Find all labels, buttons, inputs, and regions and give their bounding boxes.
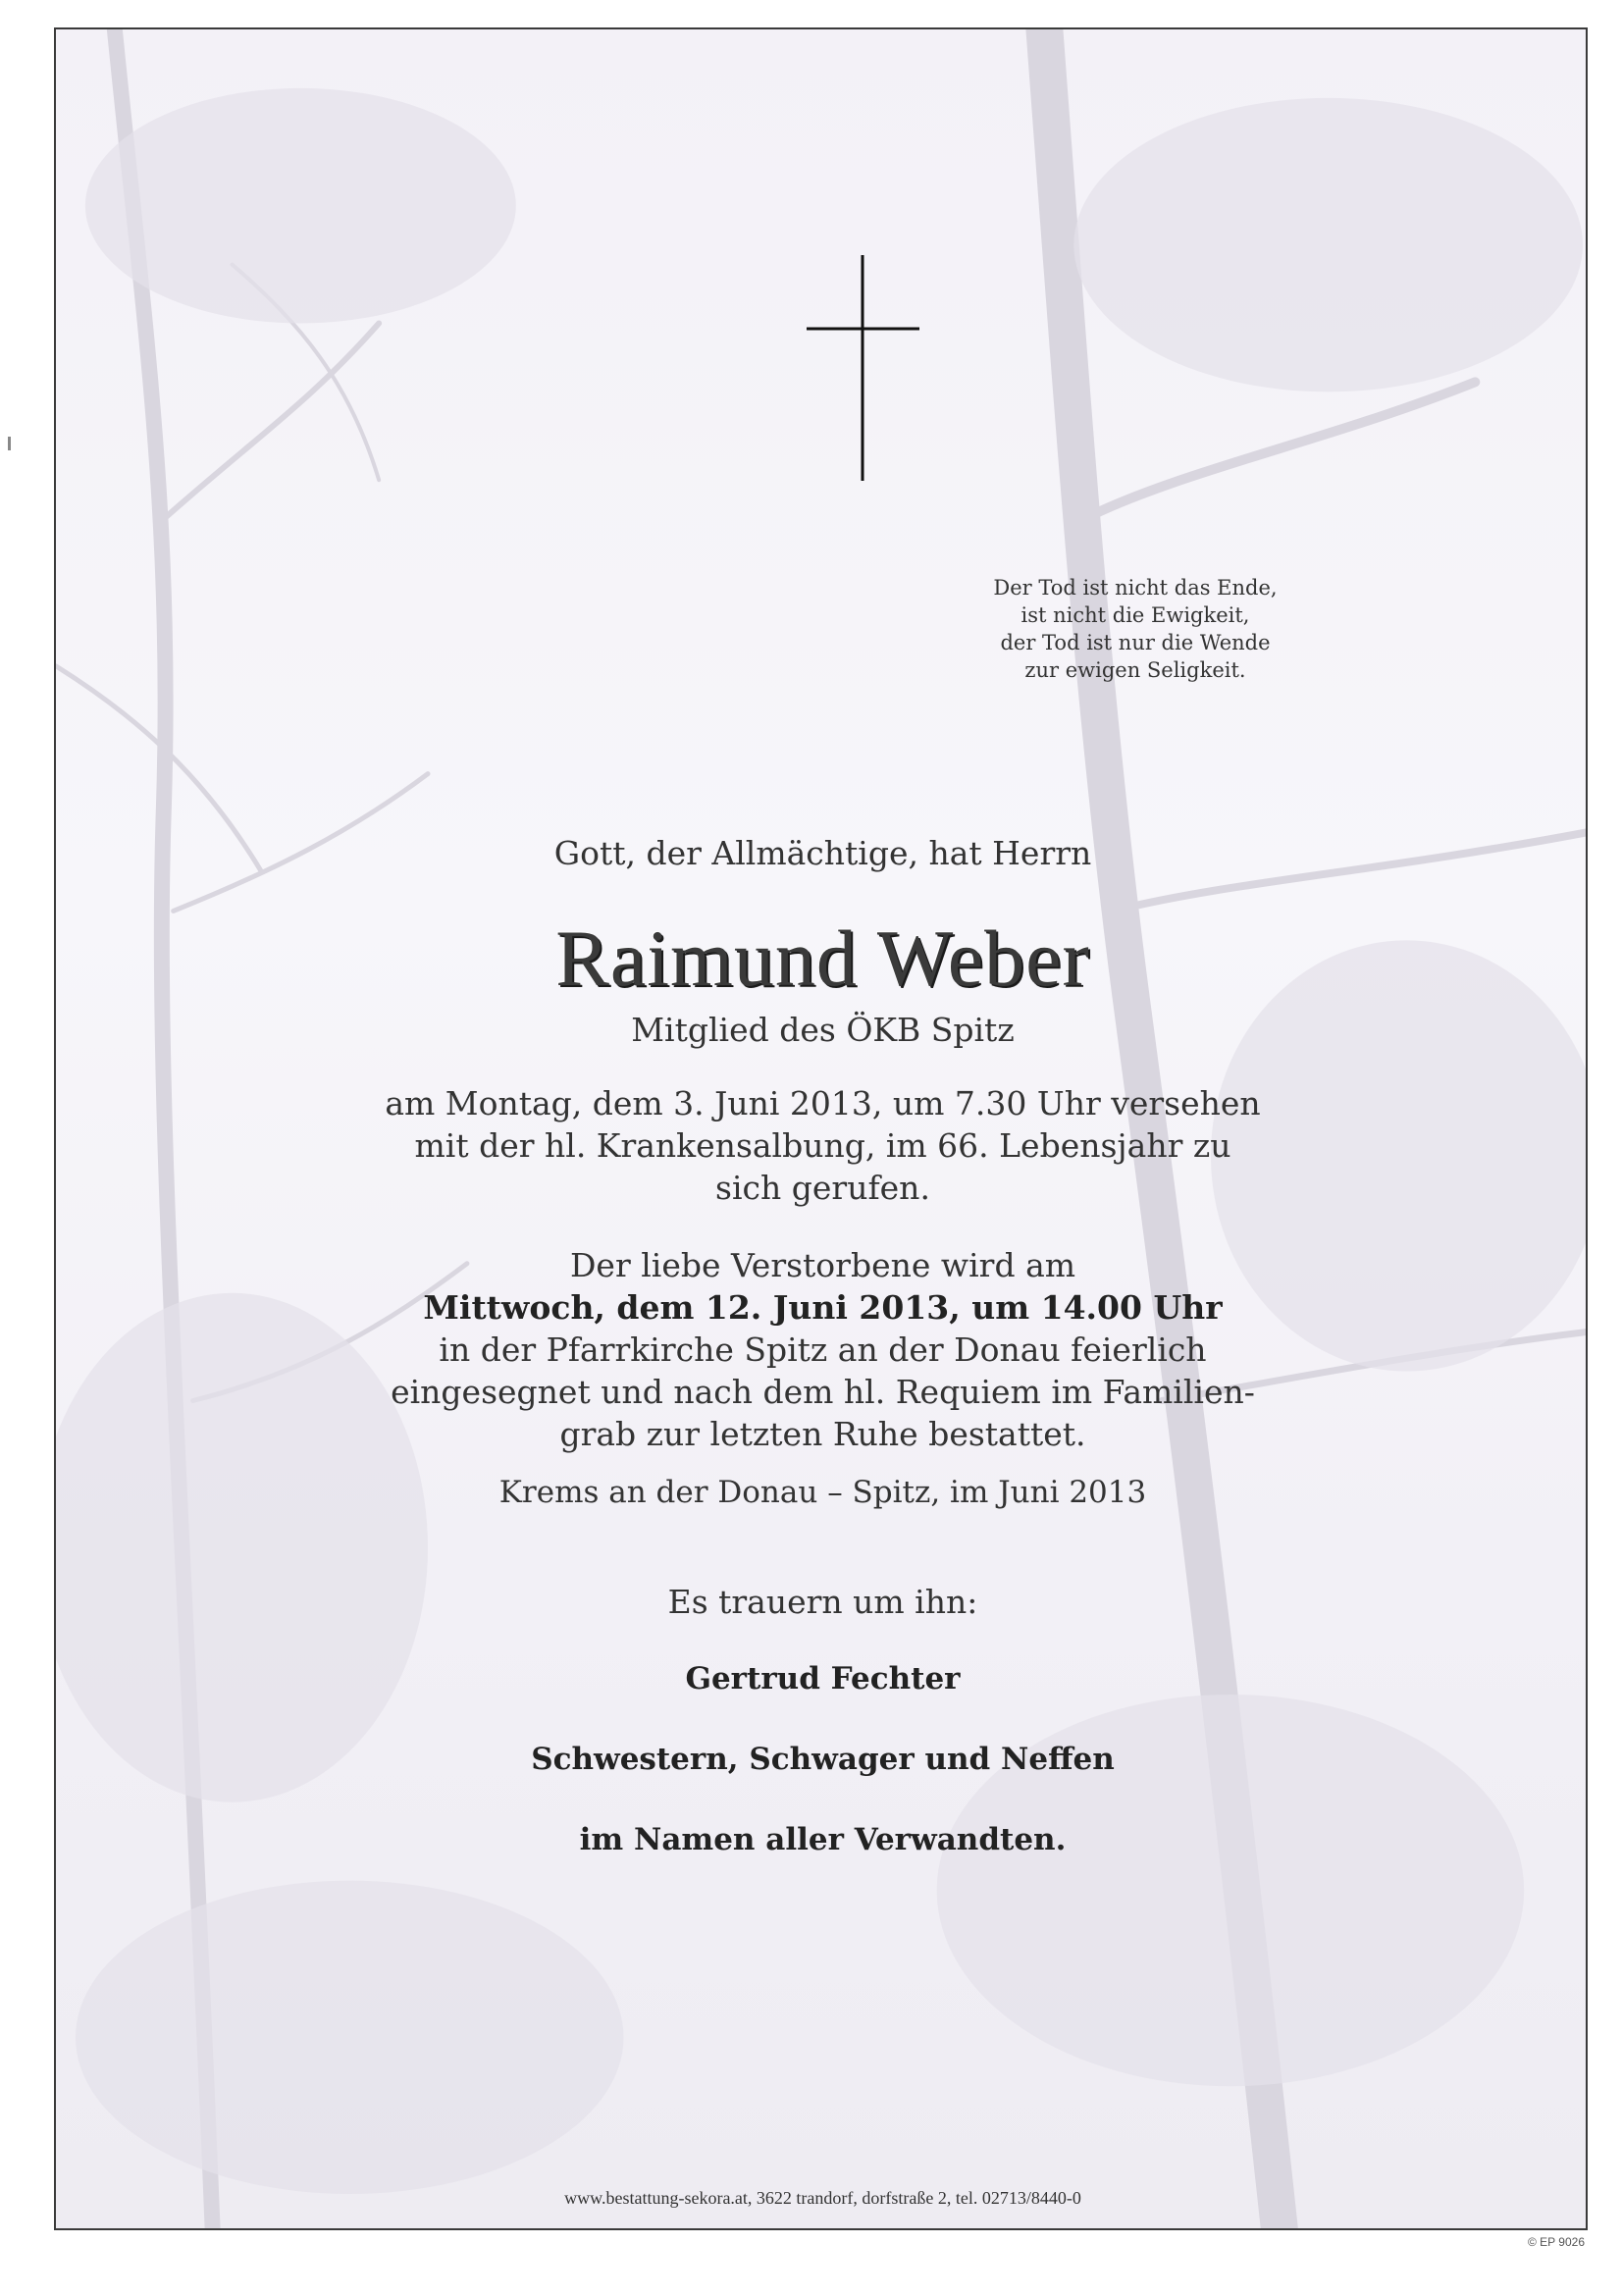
verse-line: ist nicht die Ewigkeit,: [1020, 603, 1250, 627]
print-code: © EP 9026: [1528, 2235, 1585, 2249]
mourner: im Namen aller Verwandten.: [579, 1822, 1067, 1857]
death-notice-line: mit der hl. Krankensalbung, im 66. Lebensjahr zu: [414, 1126, 1231, 1165]
funeral-line: grab zur letzten Ruhe bestattet.: [559, 1415, 1086, 1453]
mourning-intro: Es trauern um ihn:: [667, 1583, 978, 1621]
funeral-date: Mittwoch, dem 12. Juni 2013, um 14.00 Uhr: [423, 1288, 1223, 1327]
scan-edge-mark: [8, 437, 11, 450]
footer-contact: www.bestattung-sekora.at, 3622 trandorf, dorfstraße 2, tel. 02713/8440-0: [564, 2188, 1081, 2208]
place-date: Krems an der Donau – Spitz, im Juni 2013: [498, 1475, 1147, 1510]
funeral-notice: [56, 1244, 1588, 1455]
verse-line: zur ewigen Seligkeit.: [1024, 658, 1246, 682]
death-notice-line: sich gerufen.: [715, 1169, 930, 1207]
mourner: Schwestern, Schwager und Neffen: [531, 1742, 1115, 1777]
deceased-name: Raimund Weber: [555, 913, 1090, 1003]
latin-cross-icon: [807, 255, 919, 481]
verse-line: Der Tod ist nicht das Ende,: [993, 576, 1278, 600]
death-notice: [56, 1082, 1588, 1209]
mourner: Gertrud Fechter: [685, 1661, 961, 1696]
membership-text: Mitglied des ÖKB Spitz: [631, 1011, 1015, 1049]
obituary-sheet: [54, 27, 1588, 2230]
intro-text: Gott, der Allmächtige, hat Herrn: [553, 834, 1092, 872]
verse-line: der Tod ist nur die Wende: [1000, 631, 1271, 654]
funeral-line: in der Pfarrkirche Spitz an der Donau feierlich: [439, 1331, 1207, 1369]
death-notice-line: am Montag, dem 3. Juni 2013, um 7.30 Uhr versehen: [385, 1084, 1261, 1122]
verse: [949, 574, 1322, 684]
funeral-line: eingesegnet und nach dem hl. Requiem im Familien-: [391, 1373, 1255, 1411]
funeral-line: Der liebe Verstorbene wird am: [569, 1246, 1076, 1284]
